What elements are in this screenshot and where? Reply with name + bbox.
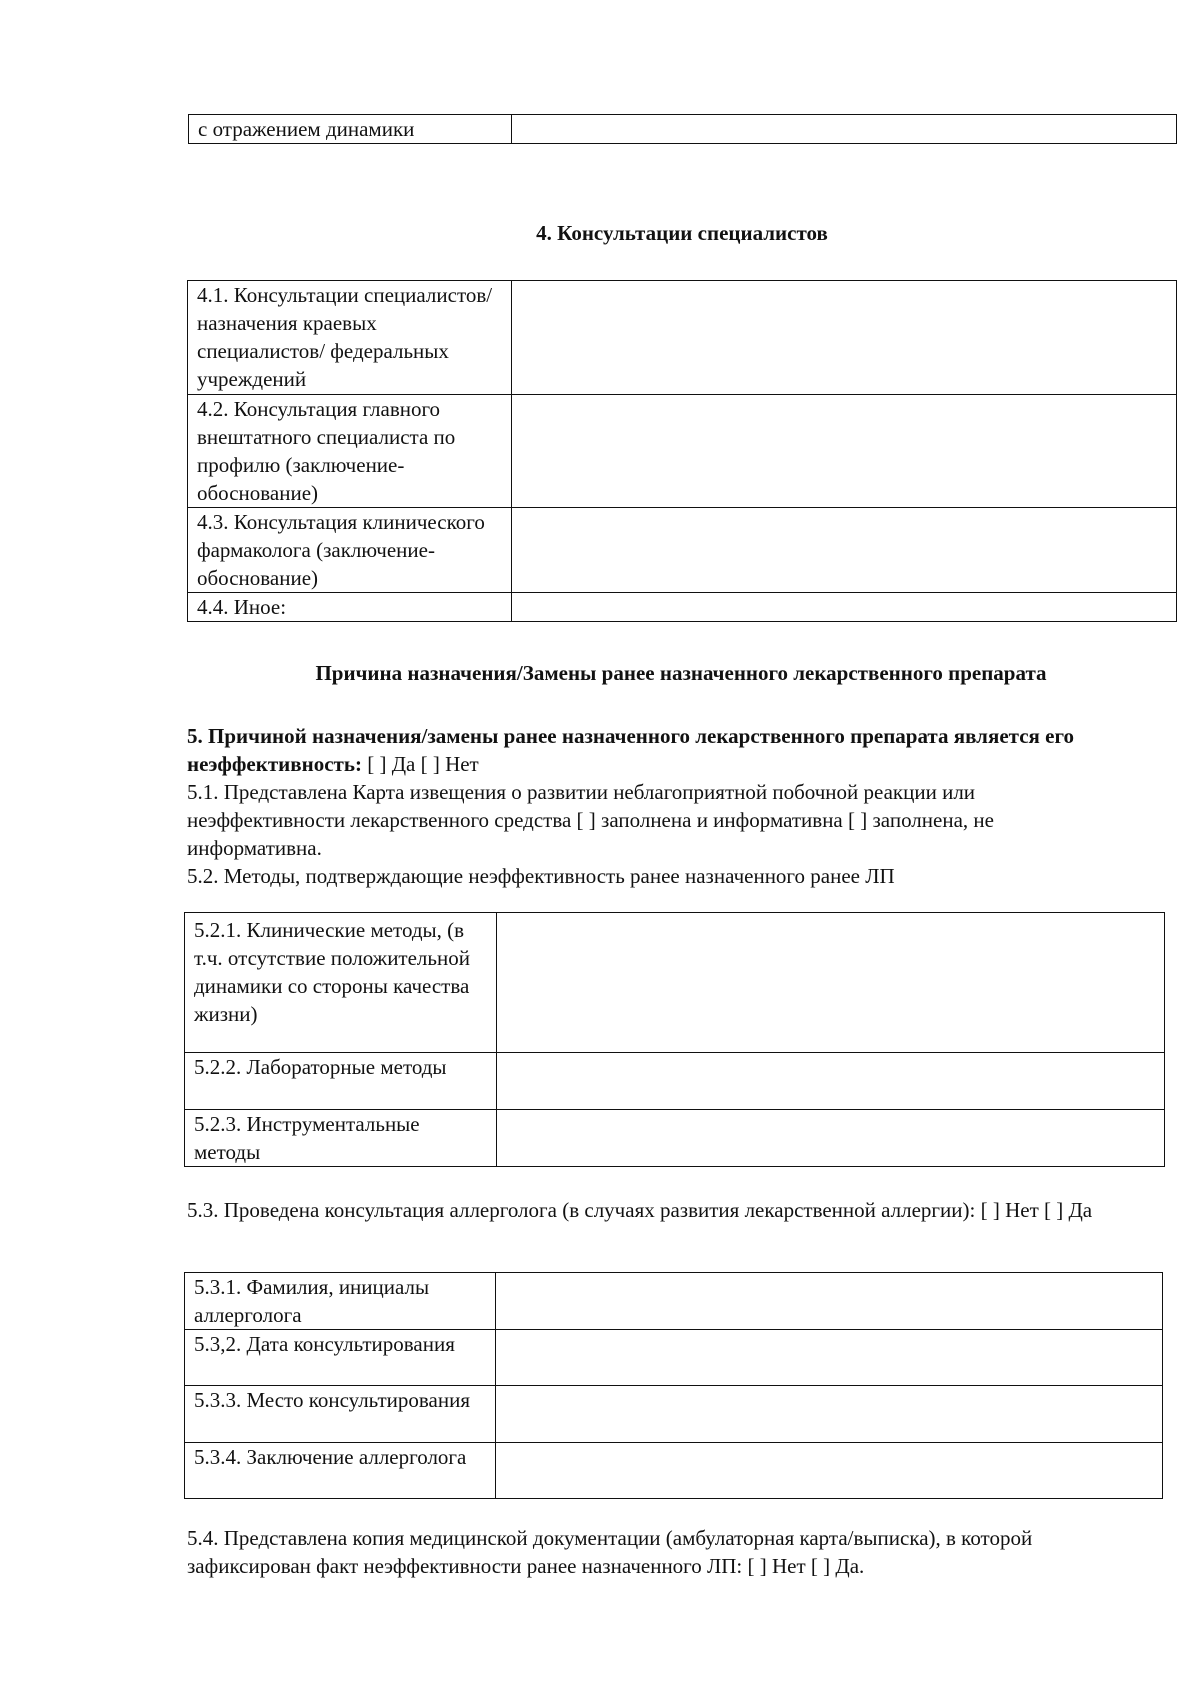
row-value[interactable] (496, 1273, 1163, 1330)
row-value[interactable] (497, 1110, 1165, 1167)
table-row (188, 395, 1177, 508)
row-value[interactable] (512, 281, 1177, 395)
paragraph-5-4: 5.4. Представлена копия медицинской документации (амбулаторная карта/выписка), в которой зафиксирован факт неэффективности ранее назначенного ЛП: [ ] Нет [ ] Да. (187, 1526, 1033, 1578)
row-value[interactable] (512, 508, 1177, 593)
row-value[interactable] (496, 1443, 1163, 1499)
row-value[interactable] (497, 913, 1165, 1053)
table-row (185, 1273, 1163, 1330)
row-label: 4.2. Консультация главного внештатного специалиста по профилю (заключение-обоснование) (188, 395, 512, 508)
methods-table (184, 912, 1165, 1167)
row-label: 5.2.1. Клинические методы, (в т.ч. отсутствие положительной динамики со стороны качества жизни) (185, 913, 497, 1053)
question-5-options[interactable]: [ ] Да [ ] Нет (361, 752, 479, 776)
allergologist-table (184, 1272, 1163, 1499)
row-label: 4.1. Консультации специалистов/назначения краевых специалистов/ федеральных учреждений (188, 281, 512, 395)
table-row (185, 1053, 1165, 1110)
row-value[interactable] (512, 593, 1177, 622)
table-row (185, 1330, 1163, 1386)
table-row (185, 913, 1165, 1053)
row-label: 5.3.1. Фамилия, инициалы аллерголога (185, 1273, 496, 1330)
paragraph-5-2: 5.2. Методы, подтверждающие неэффективность ранее назначенного ранее ЛП (187, 864, 895, 888)
row-label: 5.3.4. Заключение аллерголога (185, 1443, 496, 1499)
table-row (185, 1110, 1165, 1167)
table-row (188, 281, 1177, 395)
row-label: с отражением динамики (189, 115, 512, 144)
question-5 (187, 722, 1107, 778)
table-row (185, 1386, 1163, 1443)
row-value[interactable] (496, 1330, 1163, 1386)
reason-heading: Причина назначения/Замены ранее назначенного лекарственного препарата (315, 661, 1047, 685)
row-label: 4.3. Консультация клинического фармаколога (заключение-обоснование) (188, 508, 512, 593)
row-value[interactable] (497, 1053, 1165, 1110)
paragraph-5-3: 5.3. Проведена консультация аллерголога (в случаях развития лекарственной аллергии): [ ] Нет [ ] Да (187, 1198, 1093, 1222)
row-label: 5.2.3. Инструментальные методы (185, 1110, 497, 1167)
row-label: 5.3.3. Место консультирования (185, 1386, 496, 1443)
section-4-heading: 4. Консультации специалистов (536, 221, 828, 245)
row-label: 5.3,2. Дата консультирования (185, 1330, 496, 1386)
dynamics-table (188, 114, 1177, 144)
row-value[interactable] (512, 115, 1177, 144)
table-row (188, 593, 1177, 622)
row-label: 5.2.2. Лабораторные методы (185, 1053, 497, 1110)
table-row (188, 508, 1177, 593)
table-row (189, 115, 1177, 144)
row-value[interactable] (512, 395, 1177, 508)
table-row (185, 1443, 1163, 1499)
paragraph-5-1: 5.1. Представлена Карта извещения о развитии неблагоприятной побочной реакции или неэффективности лекарственного средства [ ] заполнена и информативна [ ] заполнена, не информативна. (187, 780, 994, 860)
row-value[interactable] (496, 1386, 1163, 1443)
consultations-table (187, 280, 1177, 622)
row-label: 4.4. Иное: (188, 593, 512, 622)
question-5-text: 5. Причиной назначения/замены ранее назначенного лекарственного препарата является его неэффективность: (187, 724, 1074, 776)
